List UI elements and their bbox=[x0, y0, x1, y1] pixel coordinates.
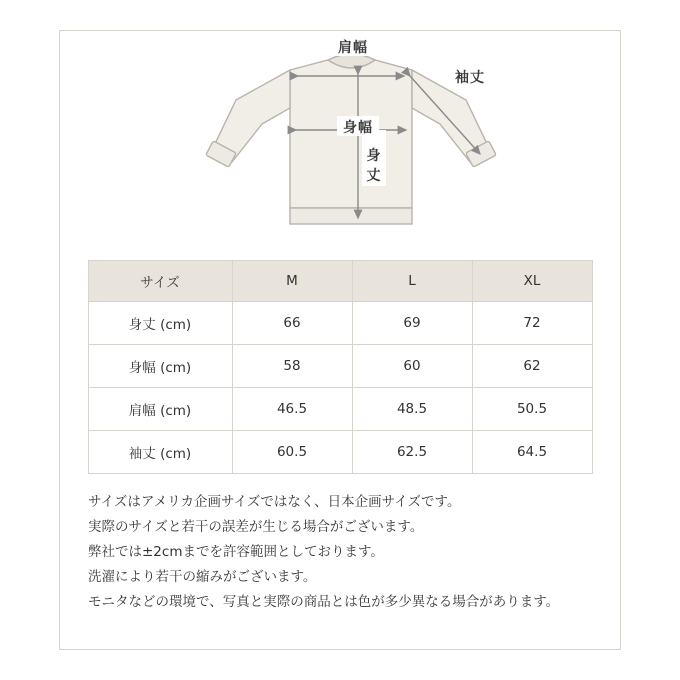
cell-value: 64.5 bbox=[472, 431, 592, 474]
cell-value: 58 bbox=[232, 345, 352, 388]
note-line: 洗濯により若干の縮みがございます。 bbox=[88, 569, 317, 585]
label-shoulder: 肩幅 bbox=[338, 40, 368, 56]
label-body-length-1: 身 bbox=[366, 148, 382, 164]
size-table bbox=[88, 260, 593, 474]
note-line: サイズはアメリカ企画サイズではなく、日本企画サイズです。 bbox=[88, 494, 461, 510]
notes-block bbox=[88, 490, 592, 615]
cell-value: 46.5 bbox=[232, 388, 352, 431]
cell-value: 72 bbox=[472, 302, 592, 345]
table-header-row bbox=[88, 261, 592, 302]
cell-value: 50.5 bbox=[472, 388, 592, 431]
row-label: 袖丈 (cm) bbox=[88, 431, 232, 474]
cell-value: 48.5 bbox=[352, 388, 472, 431]
column-header-size: サイズ bbox=[88, 261, 232, 302]
table-row bbox=[88, 388, 592, 431]
row-label: 肩幅 (cm) bbox=[88, 388, 232, 431]
garment-illustration bbox=[59, 30, 621, 260]
column-header-l: L bbox=[352, 261, 472, 302]
table-row bbox=[88, 431, 592, 474]
cell-value: 62.5 bbox=[352, 431, 472, 474]
sweatshirt-diagram bbox=[140, 38, 540, 258]
note-line: 実際のサイズと若干の誤差が生じる場合がございます。 bbox=[88, 519, 424, 535]
table-row bbox=[88, 302, 592, 345]
column-header-xl: XL bbox=[472, 261, 592, 302]
note-line: 弊社では±2cmまでを許容範囲としております。 bbox=[88, 544, 384, 560]
row-label: 身丈 (cm) bbox=[88, 302, 232, 345]
label-chest: 身幅 bbox=[343, 120, 373, 136]
cell-value: 60 bbox=[352, 345, 472, 388]
note-line: モニタなどの環境で、写真と実際の商品とは色が多少異なる場合があります。 bbox=[88, 594, 560, 610]
content-area bbox=[59, 30, 621, 615]
cell-value: 69 bbox=[352, 302, 472, 345]
cell-value: 62 bbox=[472, 345, 592, 388]
table-row bbox=[88, 345, 592, 388]
cell-value: 66 bbox=[232, 302, 352, 345]
label-body-length-2: 丈 bbox=[366, 168, 382, 184]
cell-value: 60.5 bbox=[232, 431, 352, 474]
label-sleeve: 袖丈 bbox=[455, 70, 485, 86]
row-label: 身幅 (cm) bbox=[88, 345, 232, 388]
column-header-m: M bbox=[232, 261, 352, 302]
